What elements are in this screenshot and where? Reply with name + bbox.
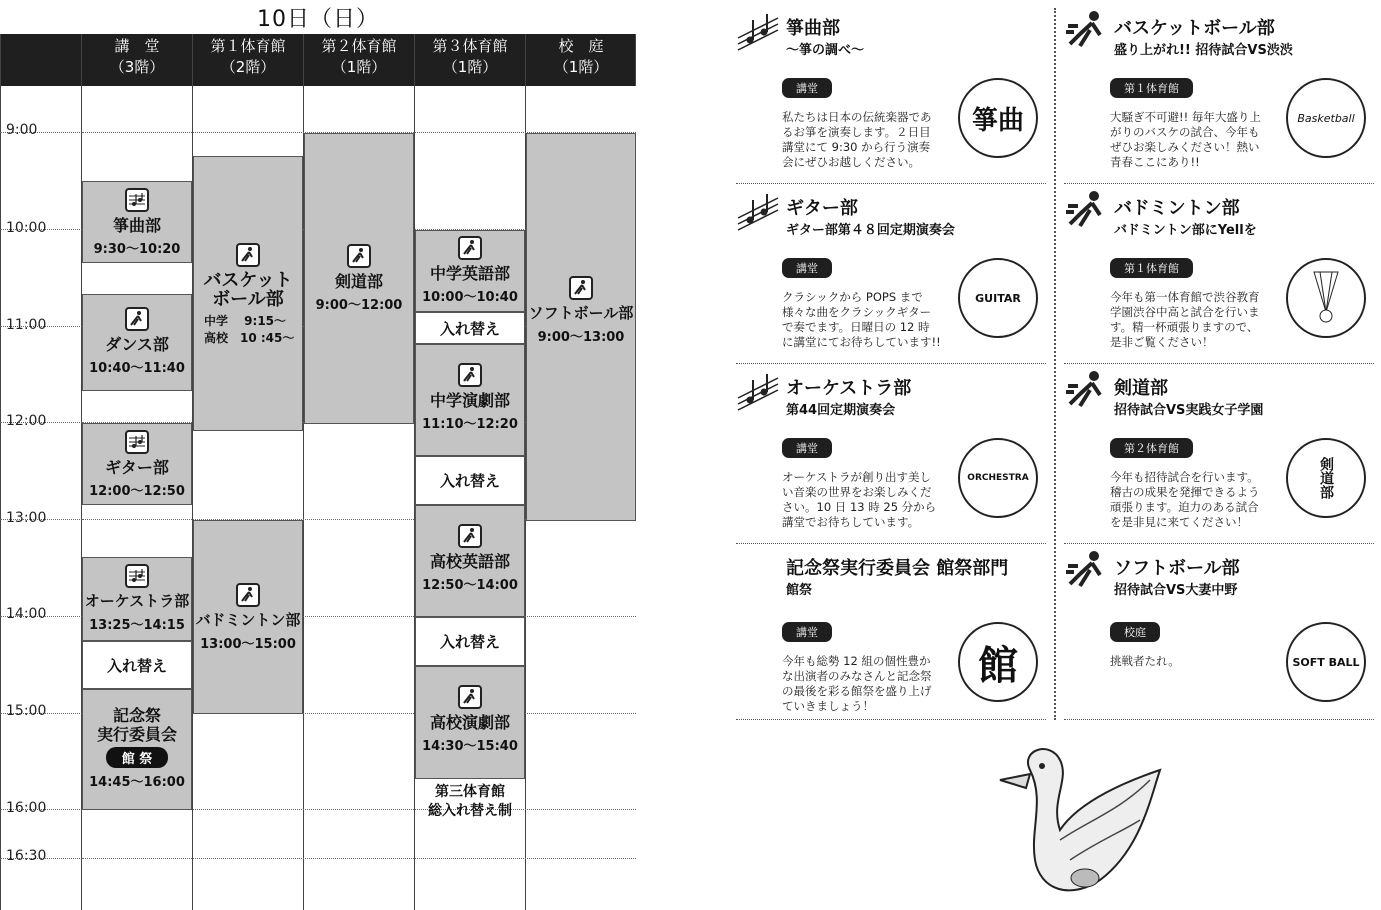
music-notes-icon — [125, 188, 149, 212]
club-card-koto: 箏曲部 〜箏の調べ〜 講堂 私たちは日本の伝統楽器であ るお箏を演奏します。２日目 講堂にて 9:30 から行う演奏 会にぜひお越しください。 箏曲 — [736, 8, 1046, 186]
time-label: 15:00 — [6, 703, 47, 719]
runner-icon — [458, 524, 482, 548]
time-label: 14:00 — [6, 606, 47, 622]
music-notes-icon — [736, 188, 782, 234]
runner-icon — [1064, 8, 1110, 54]
orchestra-logo: ORCHESTRA — [958, 438, 1038, 518]
gym3-changeover: 入れ替え — [415, 456, 525, 505]
club-card-basketball: バスケットボール部 盛り上がれ!! 招待試合VS渋渋 第１体育館 大騒ぎ不可避!! 毎年大盛り上 がりのバスケの試合、今年も ぜひお楽しみください！熱い 青春ここにあり!! Basketball — [1064, 8, 1374, 186]
event-orchestra[interactable]: オーケストラ部 13:25〜14:15 — [82, 557, 192, 641]
runner-icon — [458, 236, 482, 260]
event-hs-drama[interactable]: 高校演劇部 14:30〜15:40 — [415, 666, 525, 779]
time-label: 16:30 — [6, 848, 47, 864]
club-card-orchestra: オーケストラ部 第44回定期演奏会 講堂 オーケストラが創り出す美し い音楽の世界をお楽しみくだ さい。10 日 13 時 25 分から 講堂でお待ちしています。 ORCHESTRA — [736, 368, 1046, 546]
event-softball[interactable]: ソフトボール部 9:00〜13:00 — [526, 133, 636, 521]
basketball-logo: Basketball — [1286, 78, 1366, 158]
kansai-logo: 館 — [958, 622, 1038, 702]
event-koto[interactable]: 箏曲部 9:30〜10:20 — [82, 181, 192, 263]
runner-icon — [125, 307, 149, 331]
club-card-badminton: バドミントン部 バドミントン部にYellを 第１体育館 今年も第一体育館で渋谷教育 学園渋谷中高と試合を行いま す。精一杯頑張りますので、 是非ご覧ください！ — [1064, 188, 1374, 366]
event-basketball[interactable]: バスケット ボール部 中学 9:15〜 高校 10 :45〜 — [193, 156, 303, 431]
gym3-note: 第三体育館 総入れ替え制 — [428, 784, 512, 819]
shuttlecock-logo — [1286, 258, 1366, 338]
gym3-changeover: 入れ替え — [415, 617, 525, 666]
kansai-badge: 館 祭 — [106, 747, 169, 768]
runner-icon — [458, 685, 482, 709]
runner-icon — [236, 583, 260, 607]
column-header-schoolyard: 校 庭 （1階） — [553, 37, 609, 76]
runner-icon — [569, 276, 593, 300]
auditorium-changeover: 入れ替え — [82, 641, 192, 689]
runner-icon — [1064, 368, 1110, 414]
time-label: 16:00 — [6, 800, 47, 816]
runner-icon — [1064, 548, 1110, 594]
music-notes-icon — [736, 8, 782, 54]
swan-mascot-illustration — [990, 740, 1170, 905]
column-header-gym1: 第１体育館 （2階） — [210, 37, 286, 76]
gym3-changeover: 入れ替え — [415, 312, 525, 344]
event-dance[interactable]: ダンス部 10:40〜11:40 — [82, 294, 192, 391]
event-kendo[interactable]: 剣道部 9:00〜12:00 — [304, 133, 414, 424]
column-header-gym3: 第３体育館 （1階） — [432, 37, 508, 76]
runner-icon — [347, 244, 371, 268]
kendo-logo: 剣道部 — [1286, 438, 1366, 518]
music-notes-icon — [736, 368, 782, 414]
time-label: 9:00 — [6, 122, 38, 138]
event-kinensai[interactable]: 記念祭 実行委員会 館 祭 14:45〜16:00 — [82, 689, 192, 810]
column-divider — [1054, 8, 1056, 720]
time-label: 12:00 — [6, 413, 47, 429]
time-label: 11:00 — [6, 317, 47, 333]
club-card-kendo: 剣道部 招待試合VS実践女子学園 第２体育館 今年も招待試合を行います。 稽古の成果を発揮できるよう 頑張ります。迫力のある試合 を是非見に来てください！ 剣道部 — [1064, 368, 1374, 546]
day-title: 10日（日） — [257, 7, 379, 32]
event-jh-english[interactable]: 中学英語部 10:00〜10:40 — [415, 230, 525, 312]
club-card-kansai: 記念祭実行委員会 館祭部門 館祭 講堂 今年も総勢 12 組の個性豊か な出演者のみなさんと記念祭 の最後を彩る館祭を盛り上げ ていきましょう！ 館 — [736, 548, 1046, 726]
runner-icon — [1064, 188, 1110, 234]
time-label: 13:00 — [6, 510, 47, 526]
column-header-gym2: 第２体育館 （1階） — [321, 37, 397, 76]
event-guitar[interactable]: ギター部 12:00〜12:50 — [82, 423, 192, 505]
event-jh-drama[interactable]: 中学演劇部 11:10〜12:20 — [415, 344, 525, 456]
club-card-guitar: ギター部 ギター部第４８回定期演奏会 講堂 クラシックから POPS まで 様々な曲をクラシックギター で奏でます。日曜日の 12 時 に講堂にてお待ちしています!! GUITAR — [736, 188, 1046, 366]
softball-logo: SOFT BALL — [1286, 622, 1366, 702]
runner-icon — [458, 363, 482, 387]
music-notes-icon — [125, 430, 149, 454]
club-card-softball: ソフトボール部 招待試合VS大妻中野 校庭 挑戦者たれ。 SOFT BALL — [1064, 548, 1374, 726]
guitar-logo: GUITAR — [958, 258, 1038, 338]
event-badminton[interactable]: バドミントン部 13:00〜15:00 — [193, 520, 303, 714]
music-notes-icon — [125, 564, 149, 588]
time-label: 10:00 — [6, 220, 47, 236]
runner-icon — [236, 243, 260, 267]
column-header-auditorium: 講 堂 （3階） — [109, 37, 165, 76]
event-hs-english[interactable]: 高校英語部 12:50〜14:00 — [415, 505, 525, 617]
koto-logo: 箏曲 — [958, 78, 1038, 158]
